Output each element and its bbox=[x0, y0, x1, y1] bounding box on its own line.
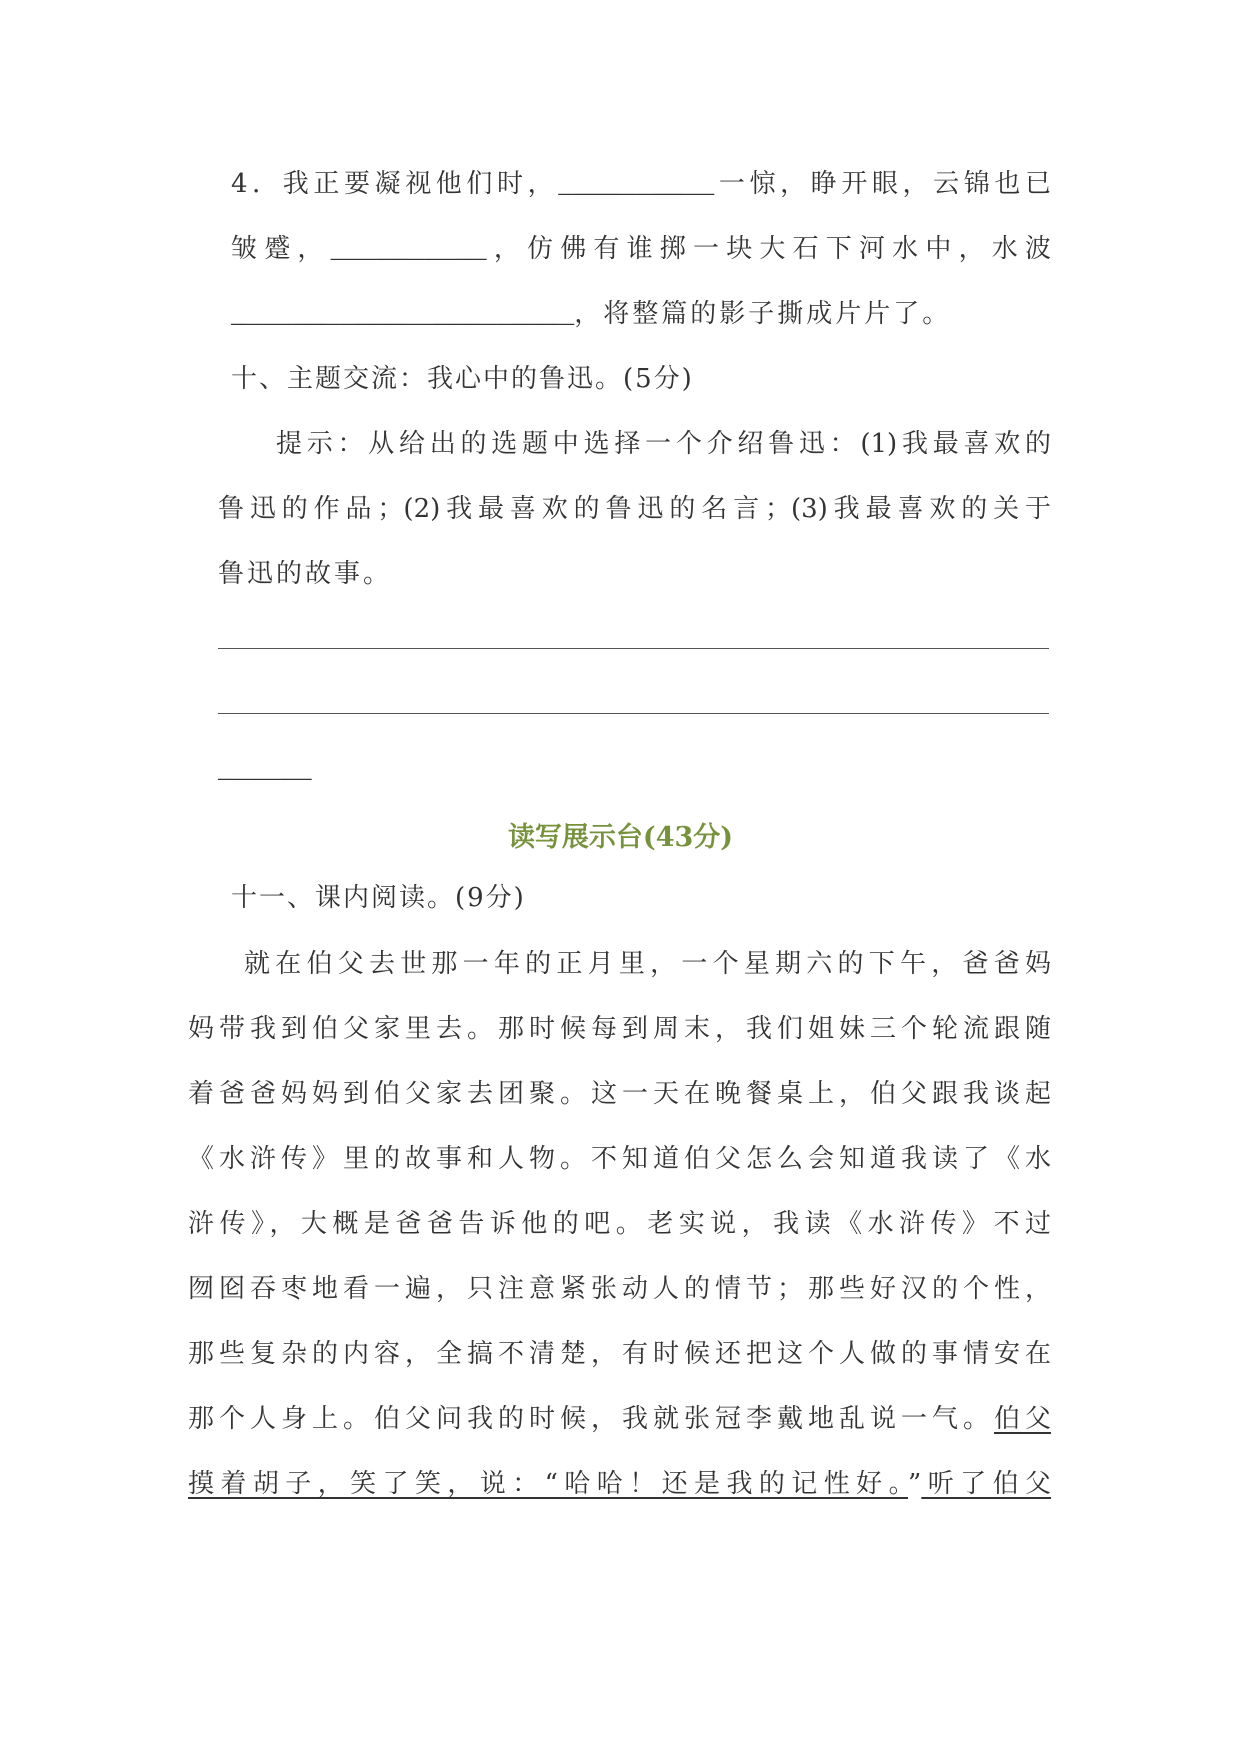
underlined-sentence: 听了伯父 bbox=[921, 1469, 1051, 1499]
answer-line-1[interactable] bbox=[218, 648, 1049, 649]
underlined-sentence: 摸着胡子，笑了笑，说：“哈哈！还是我的记性好。 bbox=[188, 1469, 908, 1499]
fill-blank-3[interactable]: ______________________ bbox=[231, 300, 575, 330]
passage-line: 就在伯父去世那一年的正月里，一个星期六的下午，爸爸妈 bbox=[244, 949, 1051, 979]
part-heading: 读写展示台(43分) bbox=[507, 822, 734, 853]
text: ” bbox=[908, 1469, 922, 1499]
answer-line-3[interactable]: ______ bbox=[218, 755, 312, 785]
text: ，将整篇的影子撕成片片了。 bbox=[574, 299, 952, 329]
passage-line: 着爸爸妈妈到伯父家去团聚。这一天在晚餐桌上，伯父跟我谈起 bbox=[188, 1079, 1051, 1109]
hint-line-2: 鲁迅的作品；(2)我最喜欢的鲁迅的名言；(3)我最喜欢的关于 bbox=[218, 494, 1051, 524]
passage-line: 《水浒传》里的故事和人物。不知道伯父怎么会知道我读了《水 bbox=[188, 1144, 1051, 1174]
section-11-title: 十一、课内阅读。(9分) bbox=[231, 883, 526, 913]
hint-line-3: 鲁迅的故事。 bbox=[218, 559, 393, 589]
section-10-title: 十、主题交流：我心中的鲁迅。(5分) bbox=[231, 364, 694, 394]
passage-line bbox=[188, 1466, 1051, 1502]
text: 那个人身上。伯父问我的时候，我就张冠李戴地乱说一气。 bbox=[188, 1404, 994, 1434]
passage-line: 那些复杂的内容，全搞不清楚，有时候还把这个人做的事情安在 bbox=[188, 1339, 1051, 1369]
text: 4．我正要凝视他们时， bbox=[231, 169, 559, 199]
underlined-sentence: 伯父 bbox=[993, 1404, 1051, 1434]
fill-blank-2[interactable]: __________ bbox=[330, 235, 487, 265]
q4-line-2 bbox=[231, 231, 1051, 267]
text: ，仿佛有谁掷一块大石下河水中，水波 bbox=[486, 234, 1051, 264]
passage-line: 妈带我到伯父家里去。那时候每到周末，我们姐妹三个轮流跟随 bbox=[188, 1014, 1051, 1044]
passage-line: 浒传》，大概是爸爸告诉他的吧。老实说，我读《水浒传》不过 bbox=[188, 1209, 1051, 1239]
answer-line-2[interactable] bbox=[218, 713, 1049, 714]
fill-blank-1[interactable]: __________ bbox=[558, 170, 715, 200]
q4-line-3 bbox=[231, 296, 951, 332]
text: 一惊，睁开眼，云锦也已 bbox=[714, 169, 1051, 199]
q4-line-1 bbox=[231, 166, 1051, 202]
passage-line bbox=[188, 1401, 1051, 1437]
text: 皱蹙， bbox=[231, 234, 331, 264]
hint-line-1: 提示：从给出的选题中选择一个介绍鲁迅：(1)我最喜欢的 bbox=[276, 429, 1051, 459]
passage-line: 囫囵吞枣地看一遍，只注意紧张动人的情节；那些好汉的个性， bbox=[188, 1274, 1051, 1304]
